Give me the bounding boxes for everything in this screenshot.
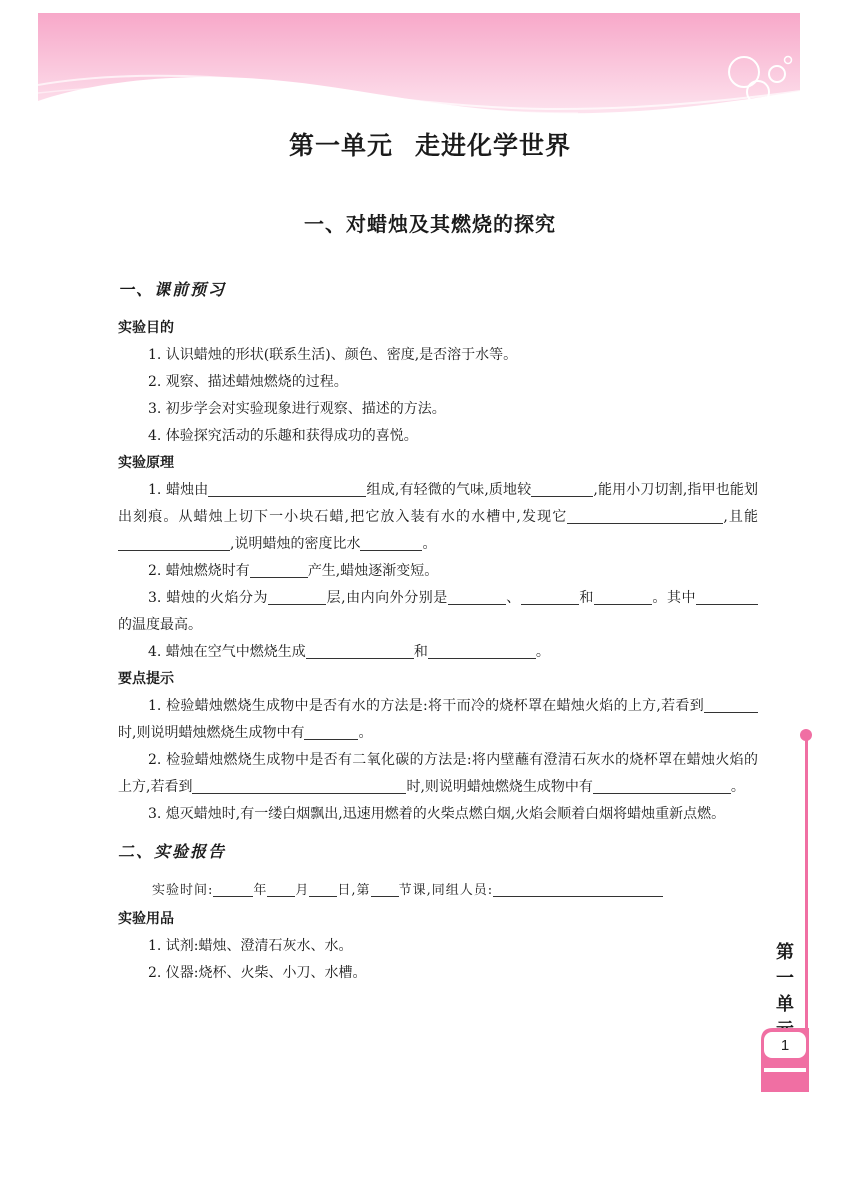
section-heading-report: 二、实验报告 (118, 842, 227, 861)
goal-item: 4. 体验探究活动的乐趣和获得成功的喜悦。 (148, 428, 418, 444)
supplies-item: 1. 试剂:蜡烛、澄清石灰水、水。 (148, 938, 353, 954)
principle-heading: 实验原理 (118, 455, 174, 471)
bubbles-icon (722, 48, 794, 108)
lesson-field[interactable] (371, 881, 399, 897)
experiment-time-line: 实验时间: 年 月 日,第 节课,同组人员: (118, 877, 758, 904)
blank-field[interactable] (567, 508, 645, 524)
side-unit-label: 第 一 单 (776, 942, 794, 1015)
blank-field[interactable] (704, 697, 758, 713)
blank-field[interactable] (448, 589, 506, 605)
blank-field[interactable] (208, 481, 366, 497)
tip-item-2: 2. 检验蜡烛燃烧生成物中是否有二氧化碳的方法是:将内壁蘸有澄清石灰水的烧杯罩在蜡烛火焰的上方,若看到 时,则说明蜡烛燃烧生成物中有 。 (118, 752, 758, 795)
blank-field[interactable] (304, 724, 358, 740)
blank-field[interactable] (360, 535, 422, 551)
day-field[interactable] (309, 881, 337, 897)
blank-field[interactable] (645, 508, 723, 524)
tips-heading: 要点提示 (118, 671, 174, 687)
blank-field[interactable] (531, 481, 593, 497)
blank-field[interactable] (306, 643, 414, 659)
blank-field[interactable] (593, 778, 731, 794)
blank-field[interactable] (250, 562, 308, 578)
unit-title: 第一单元 走进化学世界 (288, 131, 572, 160)
lesson-title: 一、对蜡烛及其燃烧的探究 (304, 212, 556, 236)
worksheet-body (118, 276, 758, 987)
principle-item-1: 1. 蜡烛由 组成,有轻微的气味,质地较 ,能用小刀切割,指甲也能划出刻痕。从蜡烛上切下一小块石蜡,把它放入装有水的水槽中,发现它 ,且能,说明蜡烛的密度比水 。 (118, 482, 759, 552)
blank-field[interactable] (428, 643, 536, 659)
blank-field[interactable] (521, 589, 579, 605)
supplies-heading: 实验用品 (118, 911, 174, 927)
supplies-item: 2. 仪器:烧杯、火柴、小刀、水槽。 (148, 965, 367, 981)
principle-item-2: 2. 蜡烛燃烧时有 产生,蜡烛逐渐变短。 (148, 563, 439, 579)
group-members-field[interactable] (493, 881, 663, 897)
year-field[interactable] (213, 881, 253, 897)
tip-item-3: 3. 熄灭蜡烛时,有一缕白烟飘出,迅速用燃着的火柴点燃白烟,火焰会顺着白烟将蜡烛重新点燃。 (148, 806, 726, 822)
side-line (805, 735, 808, 1035)
month-field[interactable] (267, 881, 295, 897)
blank-field[interactable] (268, 589, 326, 605)
goal-item: 3. 初步学会对实验现象进行观察、描述的方法。 (148, 401, 446, 417)
blank-field[interactable] (192, 778, 406, 794)
goal-heading: 实验目的 (118, 320, 174, 336)
page-number: 1 (780, 1037, 790, 1054)
goal-item: 2. 观察、描述蜡烛燃烧的过程。 (148, 374, 348, 390)
tip-item-1: 1. 检验蜡烛燃烧生成物中是否有水的方法是:将干而冷的烧杯罩在蜡烛火焰的上方,若看到时,则说明蜡烛燃烧生成物中有 。 (118, 693, 758, 747)
principle-item-4: 4. 蜡烛在空气中燃烧生成 和 。 (148, 644, 550, 660)
blank-field[interactable] (696, 589, 758, 605)
blank-field[interactable] (118, 535, 230, 551)
goal-item: 1. 认识蜡烛的形状(联系生活)、颜色、密度,是否溶于水等。 (148, 347, 518, 363)
section-heading-preview: 一、课前预习 (118, 280, 227, 299)
principle-item-3: 3. 蜡烛的火焰分为 层,由内向外分别是 、 和 。其中的温度最高。 (118, 585, 758, 639)
header-banner (38, 13, 800, 117)
blank-field[interactable] (594, 589, 652, 605)
